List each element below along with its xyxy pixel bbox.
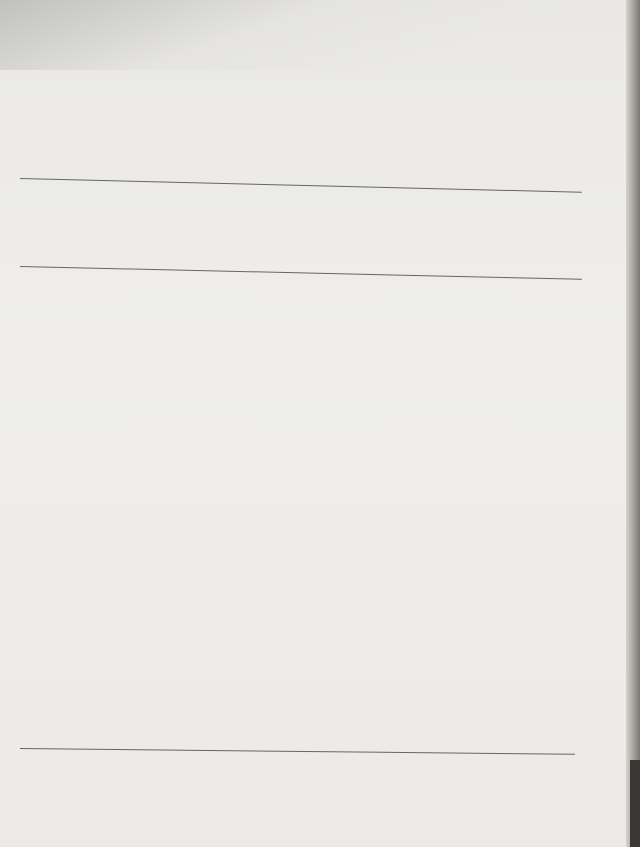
divider-2: [20, 266, 582, 280]
divider-1: [20, 178, 582, 193]
paper-edge-dark: [630, 760, 640, 847]
paper-edge: [626, 0, 640, 847]
divider-3: [20, 748, 575, 755]
